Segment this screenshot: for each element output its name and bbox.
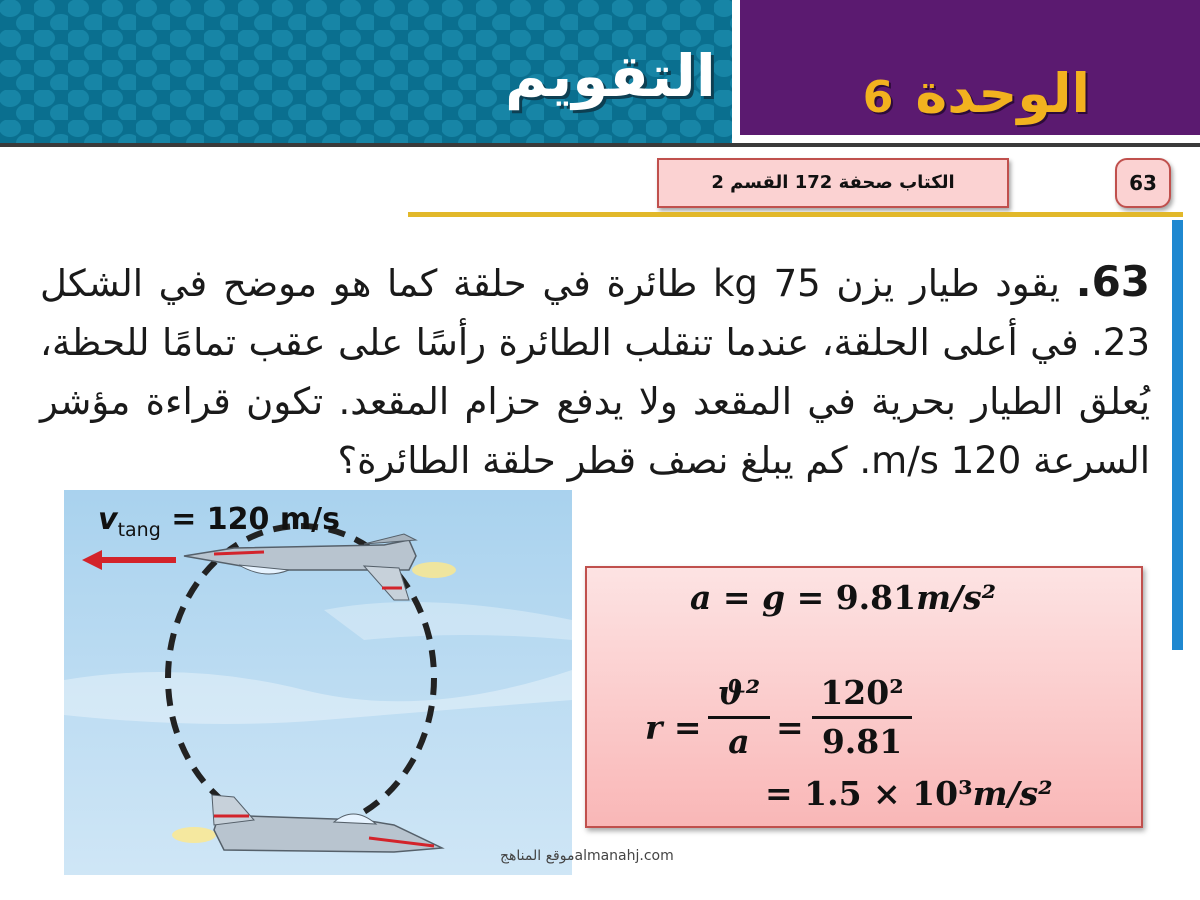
frac2-bar [812,716,912,719]
radius-symbol: r = [645,708,702,747]
question-text [40,252,1150,490]
question-body: يقود طيار يزن 75 kg طائرة في حلقة كما هو موضح في الشكل 23. في أعلى الحلقة، عندما تنقلب الطائرة رأسًا على عقب تمامًا للحظة، يُعلق الطيار بحرية في المقعد ولا يدفع حزام المقعد. تكون قراءة مؤشر السرعة 120 m/s. كم يبلغ نصف قطر حلقة الطائرة؟ [40,262,1150,482]
unit-heading [790,62,1090,132]
frac2-numerator: 120² [820,673,904,712]
frac2-denominator: 9.81 [821,722,903,761]
unit-number: 6 [862,72,894,123]
watermark-text: موقع المناهجalmanahj.com [500,848,674,864]
eq3-value: 1.5 × 10³ [804,774,973,813]
header-divider [0,143,1200,147]
problem-number-badge: 63 [1115,158,1171,208]
eq3-unit: m/s² [972,774,1053,813]
book-reference-box: الكتاب صحفة 172 القسم 2 [657,158,1009,208]
velocity-value: = 120 m/s [171,502,340,537]
eq3-prefix: = [765,774,805,813]
eq1-lhs: a = g = [690,578,836,617]
unit-word: الوحدة [915,62,1090,125]
fraction-numeric [812,672,912,763]
result-equation [765,774,1053,813]
question-number: 63. [1075,257,1151,306]
frac1-bar [708,716,770,719]
acceleration-equation [690,578,996,617]
velocity-label [98,502,340,541]
fraction-v2-over-a [708,672,770,763]
gold-divider [408,212,1183,217]
frac1-numerator: ϑ² [717,673,761,712]
equals-sign: = [776,708,804,747]
velocity-subscript: tang [117,519,161,541]
loop-figure [64,490,572,875]
eq1-value: 9.81 [835,578,917,617]
page-title: التقويم [505,42,716,110]
side-accent-bar [1172,220,1183,650]
velocity-symbol: v [98,502,118,537]
eq1-unit: m/s² [916,578,997,617]
frac1-denominator: a [728,722,750,761]
